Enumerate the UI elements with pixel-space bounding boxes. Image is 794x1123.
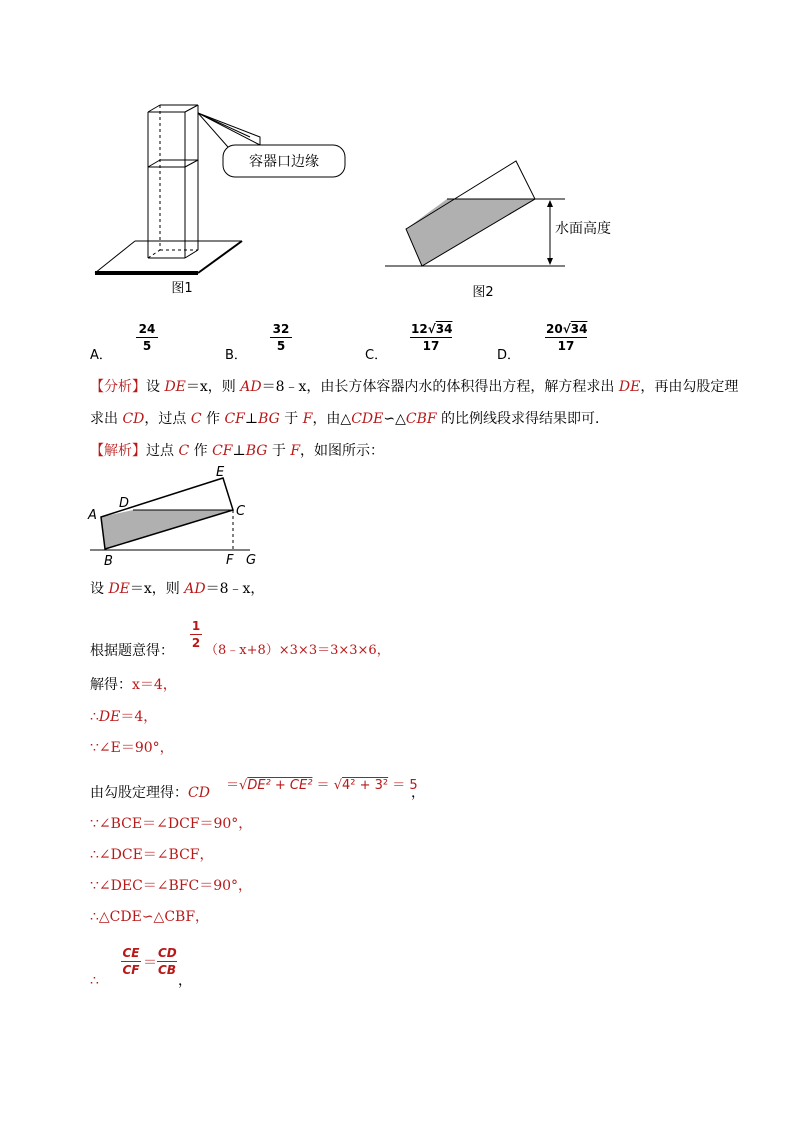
step-7: ∵∠BCE＝∠DCF＝90°， bbox=[90, 816, 253, 832]
label-E: E bbox=[216, 465, 225, 480]
figure-2 bbox=[380, 155, 640, 305]
option-c-value: $\frac{12√34}{17}$ bbox=[411, 322, 453, 353]
step-5: ∵∠E＝90°， bbox=[90, 740, 174, 756]
figure-1 bbox=[90, 95, 360, 295]
step-8: ∴∠DCE＝∠BCF， bbox=[90, 847, 214, 863]
analysis-line-1: 【分析】设 DE＝x，则 AD＝8﹣x，由长方体容器内水的体积得出方程，解方程求出 DE，再由勾股定理 bbox=[90, 379, 739, 395]
step-10: ∴△CDE∽△CBF， bbox=[90, 909, 210, 925]
label-D: D bbox=[119, 496, 130, 511]
prism bbox=[148, 105, 198, 258]
option-b-letter: B． bbox=[225, 348, 247, 363]
callout-text: 容器口边缘 bbox=[249, 154, 319, 170]
analysis-line-2: 求出 CD，过点 C 作 CF⊥BG 于 F，由△CDE∽△CBF 的比例线段求得结果即可． bbox=[90, 411, 610, 427]
water-height-label: 水面高度 bbox=[555, 221, 611, 237]
label-C: C bbox=[236, 504, 246, 519]
step-9: ∵∠DEC＝∠BFC＝90°， bbox=[90, 878, 253, 894]
step-3: 解得：x＝4， bbox=[90, 677, 177, 693]
step-4: ∴DE＝4， bbox=[90, 709, 158, 725]
base-left-edge bbox=[95, 241, 135, 273]
figure-2-caption: 图2 bbox=[472, 285, 494, 300]
fraction-CE-CF: $\frac{CE}{CF}$ bbox=[122, 946, 140, 977]
fraction-CD-CB: $\frac{CD}{CB}$ bbox=[158, 946, 177, 977]
solution-line-1: 【解析】过点 C 作 CF⊥BG 于 F，如图所示： bbox=[90, 443, 385, 459]
label-B: B bbox=[104, 554, 113, 569]
label-A: A bbox=[88, 508, 97, 523]
label-G: G bbox=[246, 553, 257, 568]
base-right-edge bbox=[198, 241, 242, 273]
analysis-tag: 【分析】 bbox=[90, 379, 146, 395]
step-1: 设 DE＝x，则 AD＝8﹣x， bbox=[90, 581, 265, 597]
option-d-letter: D． bbox=[497, 348, 521, 363]
option-d-value: $\frac{20√34}{17}$ bbox=[546, 322, 588, 353]
label-F: F bbox=[226, 553, 234, 568]
solution-tag: 【解析】 bbox=[90, 443, 146, 459]
solution-figure bbox=[85, 462, 275, 572]
option-a-letter: A． bbox=[90, 348, 112, 363]
figure-1-caption: 图1 bbox=[171, 281, 193, 295]
option-c-letter: C． bbox=[365, 348, 388, 363]
option-a-value: $\frac{24}{5}$ bbox=[136, 321, 158, 354]
option-b-value: $\frac{32}{5}$ bbox=[270, 321, 292, 354]
step-6-equation: ＝√DE² + CE² ＝ √4² + 3² ＝ 5 bbox=[226, 778, 418, 793]
step-2-fraction: $\frac{1}{2}$ bbox=[191, 619, 201, 650]
water-region bbox=[406, 199, 535, 266]
